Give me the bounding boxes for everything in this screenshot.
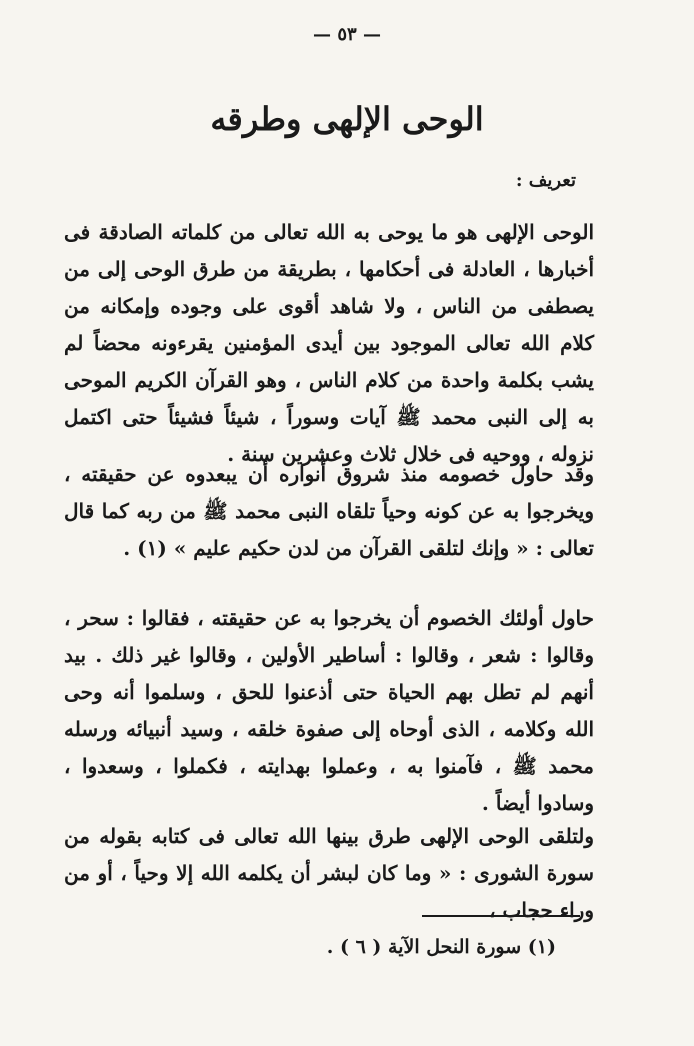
footnote: (١) سورة النحل الآية ( ٦ ) .	[326, 936, 556, 958]
paragraph-3: حاول أولئك الخصوم أن يخرجوا به عن حقيقته ، فقالوا : سحر ، وقالوا : شعر ، وقالوا : أساطير الأولين ، وقالوا غير ذلك . بيد أنهم لم تطل بهم الحياة حتى أذعنوا للحق ، وسلموا أنه وحى الله وكلامه ، الذى أوحاه إلى صفوة خلقه ، وسيد أنبيائه ورسله محمد ﷺ ، فآمنوا به ، وعملوا بهدايته ، فكملوا ، وسعدوا ، وسادوا أيضاً .	[64, 606, 594, 815]
paragraph-2: وقد حاول خصومه منذ شروق أنواره أن يبعدوه عن حقيقته ، ويخرجوا به عن كونه وحياً تلقاه النبى محمد ﷺ من ربه كما قال تعالى : « وإنك لتلقى القرآن من لدن حكيم عليم » (١) .	[64, 462, 594, 560]
section-heading: تعريف :	[515, 170, 576, 191]
paragraph-1: الوحى الإلهى هو ما يوحى به الله تعالى من كلماته الصادقة فى أخبارها ، العادلة فى أحكامها ، بطريقة من طرق الوحى إلى من يصطفى من الناس ، ولا شاهد أقوى على وجوده وإمكانه من كلام الله تعالى الموجود بين أيدى المؤمنين يقرءونه محضاً لم يشب بكلمة واحدة من كلام الناس ، وهو القرآن الكريم الموحى به إلى النبى محمد ﷺ آيات وسوراً ، شيئاً فشيئاً حتى اكتمل نزوله ، ووحيه فى خلال ثلاث وعشرين سنة .	[64, 220, 594, 466]
page-number: — ٥٣ —	[313, 24, 381, 45]
page-title: الوحى الإلهى وطرقه	[210, 100, 484, 138]
paragraph-4: ولتلقى الوحى الإلهى طرق بينها الله تعالى فى كتابه بقوله من سورة الشورى : « وما كان لبشر أن يكلمه الله إلا وحياً ، أو من وراء حجاب ،	[64, 824, 594, 922]
footnote-divider	[422, 915, 580, 917]
